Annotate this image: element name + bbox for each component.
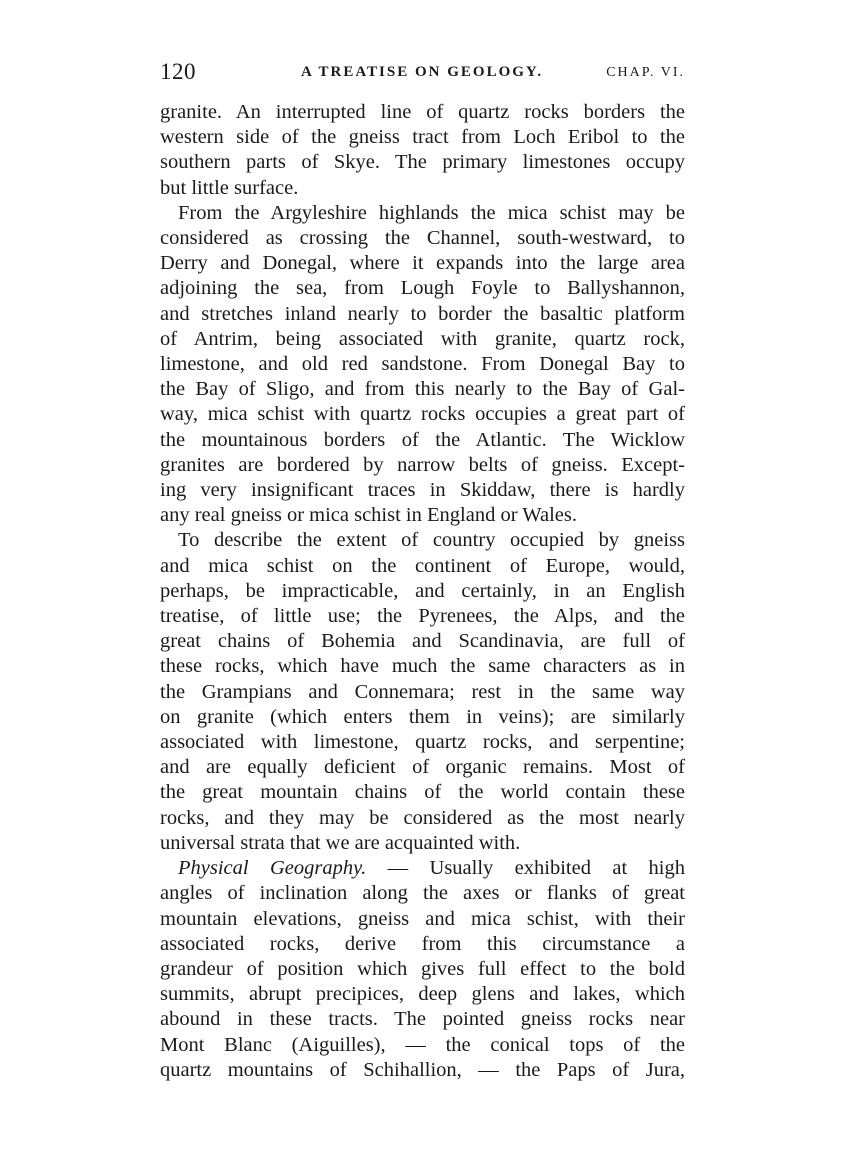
text-line: granites are bordered by narrow belts of gneiss. Except- [160,453,685,476]
heading-continuation: — Usually exhibited at high [366,857,685,880]
text-line: abound in these tracts. The pointed gneiss rocks near [160,1008,685,1031]
text-line: angles of inclination along the axes or flanks of great [160,882,685,905]
page-number: 120 [160,59,196,84]
book-title: A TREATISE ON GEOLOGY. [301,64,544,80]
text-line: great chains of Bohemia and Scandinavia, are full of [160,630,685,653]
text-line: universal strata that we are acquainted with. [160,831,521,854]
text-line: granite. An interrupted line of quartz rocks borders the [160,101,685,123]
paragraph [160,100,685,201]
text-line [160,856,685,881]
text-line: Mont Blanc (Aiguilles), — the conical tops of the [160,1033,685,1056]
paragraph [160,528,685,856]
text-line: and stretches inland nearly to border the basaltic platform [160,302,685,325]
text-line: the Bay of Sligo, and from this nearly to the Bay of Gal- [160,378,685,401]
text-line: the great mountain chains of the world contain these [160,781,685,804]
text-line: mountain elevations, gneiss and mica schist, with their [160,907,685,930]
text-line: grandeur of position which gives full effect to the bold [160,957,685,980]
text-line: To describe the extent of country occupied by gneiss [178,529,685,552]
book-page [160,56,685,1083]
text-line: summits, abrupt precipices, deep glens and lakes, which [160,983,685,1006]
text-line: From the Argyleshire highlands the mica schist may be [178,201,685,224]
section-heading: Physical Geography. [178,857,367,880]
text-line: on granite (which enters them in veins); are similarly [160,705,685,728]
text-line: ing very insignificant traces in Skiddaw, there is hardly [160,479,685,502]
text-line: these rocks, which have much the same characters as in [160,655,685,678]
text-line: considered as crossing the Channel, south-westward, to [160,227,685,250]
chapter-label: CHAP. VI. [606,65,685,80]
text-line: and are equally deficient of organic remains. Most of [160,756,685,779]
text-line: western side of the gneiss tract from Loch Eribol to the [160,126,685,149]
text-line: rocks, and they may be considered as the most nearly [160,806,685,829]
paragraph [160,856,685,1083]
text-line: and mica schist on the continent of Europe, would, [160,554,685,577]
text-line: limestone, and old red sandstone. From Donegal Bay to [160,353,685,376]
text-line: southern parts of Skye. The primary limestones occupy [160,151,685,174]
text-line: perhaps, be impracticable, and certainly, in an English [160,579,685,602]
text-line: treatise, of little use; the Pyrenees, the Alps, and the [160,605,685,628]
text-line: quartz mountains of Schihallion, — the Paps of Jura, [160,1058,685,1081]
text-line: the mountainous borders of the Atlantic. The Wicklow [160,428,685,451]
text-line: associated rocks, derive from this circumstance a [160,932,685,955]
text-line: associated with limestone, quartz rocks, and serpentine; [160,731,685,754]
running-header [160,56,685,88]
body-text [160,100,685,1083]
text-line: Derry and Donegal, where it expands into the large area [160,252,685,275]
text-line: any real gneiss or mica schist in England or Wales. [160,504,577,527]
text-line: way, mica schist with quartz rocks occupies a great part of [160,403,685,426]
text-line: the Grampians and Connemara; rest in the same way [160,680,685,703]
text-line: of Antrim, being associated with granite, quartz rock, [160,327,685,350]
text-line: adjoining the sea, from Lough Foyle to Ballyshannon, [160,277,685,300]
paragraph [160,201,685,529]
text-line: but little surface. [160,176,299,199]
